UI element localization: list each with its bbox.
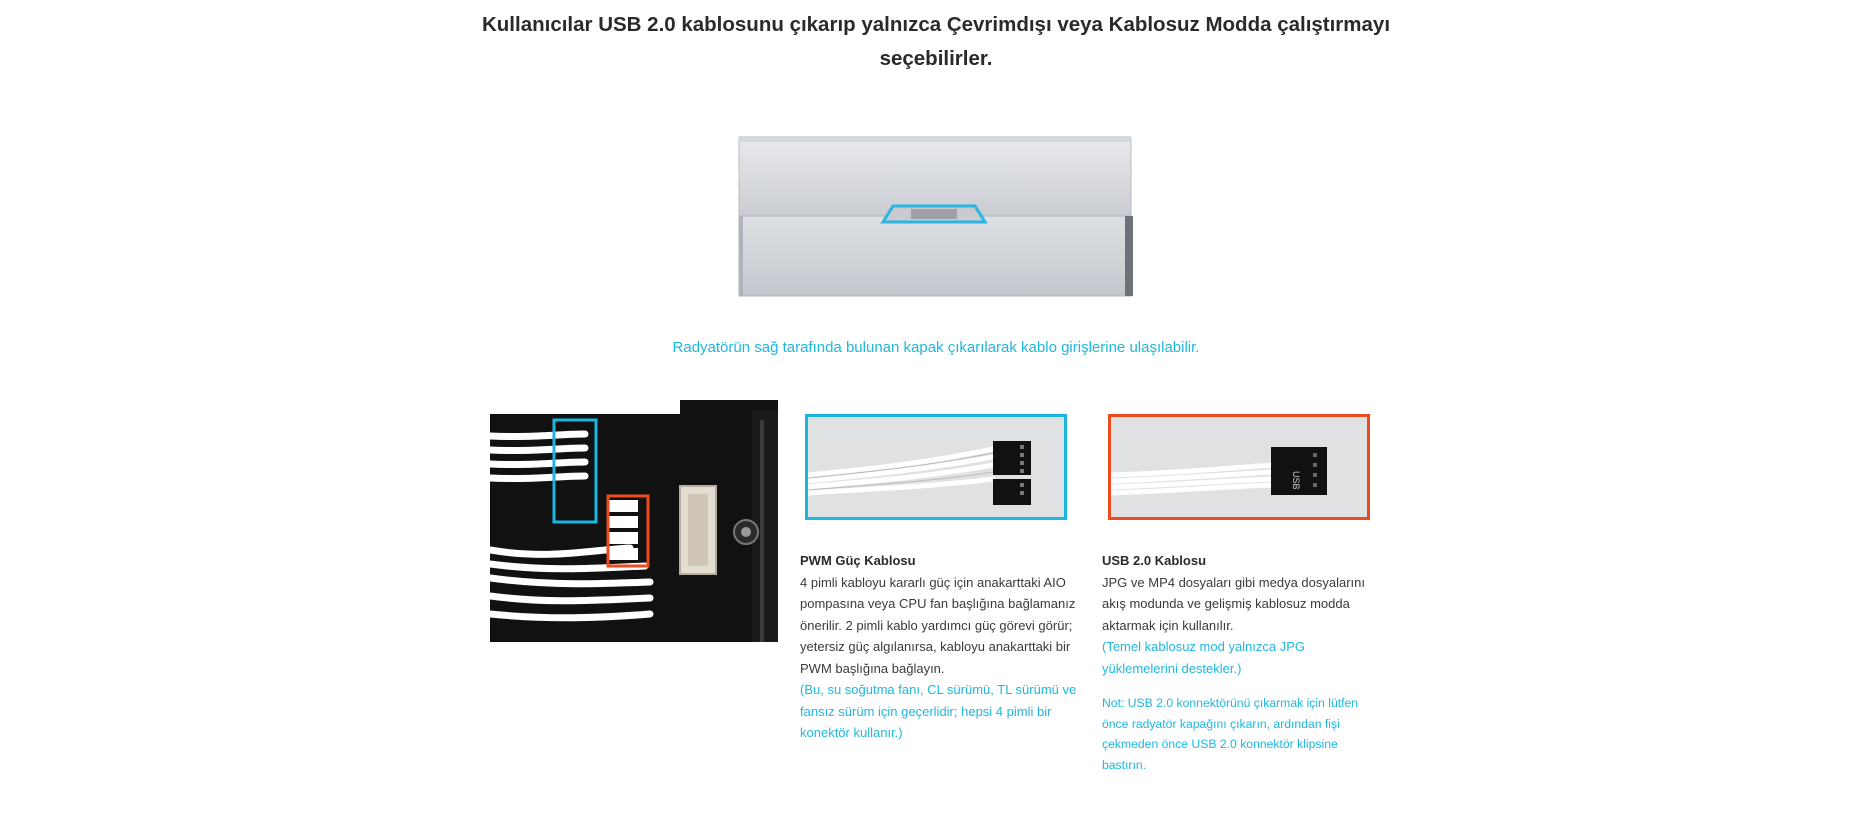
pwm-cable-description: 4 pimli kabloyu kararlı güç için anakarttaki AIO pompasına veya CPU fan başlığına bağlamanız önerilir. 2 pimli kablo yardımcı güç görevi görür; yetersiz güç algılanırsa, kabloyu anakarttaki bir PWM başlığına bağlayın. [800, 574, 1076, 676]
usb-cable-info [1102, 550, 1382, 775]
cover-access-caption: Radyatörün sağ tarafında bulunan kapak çıkarılarak kablo girişlerine ulaşılabilir. [672, 339, 1200, 356]
usb-cable-description: JPG ve MP4 dosyaları gibi medya dosyalarını akış modunda ve gelişmiş kablosuz modda aktarmak için kullanılır. [1102, 574, 1366, 633]
pwm-cable-title: PWM Güç Kablosu [800, 553, 916, 568]
pwm-cable-image [805, 414, 1067, 520]
usb-cable-image [1108, 414, 1370, 520]
usb-removal-warning: Not: USB 2.0 konnektörünü çıkarmak için lütfen önce radyatör kapağını çıkarın, ardından fişi çekmeden önce USB 2.0 konnektör klipsine bastırın. [1102, 696, 1359, 772]
pwm-cable-info [800, 550, 1080, 744]
radiator-cover-image [735, 132, 1145, 302]
pwm-cable-note: (Bu, su soğutma fanı, CL sürümü, TL sürümü ve fansız sürüm için geçerlidir; hepsi 4 pimli bir konektör kullanır.) [800, 682, 1077, 740]
radiator-ports-photo [490, 400, 778, 644]
section-headline: Kullanıcılar USB 2.0 kablosunu çıkarıp yalnızca Çevrimdışı veya Kablosuz Modda çalıştırmayı seçebilirler. [481, 13, 1391, 70]
usb-cable-note: (Temel kablosuz mod yalnızca JPG yüklemelerini destekler.) [1102, 639, 1306, 676]
usb-connector-label: USB [1291, 471, 1301, 490]
usb-cable-title: USB 2.0 Kablosu [1102, 553, 1207, 568]
